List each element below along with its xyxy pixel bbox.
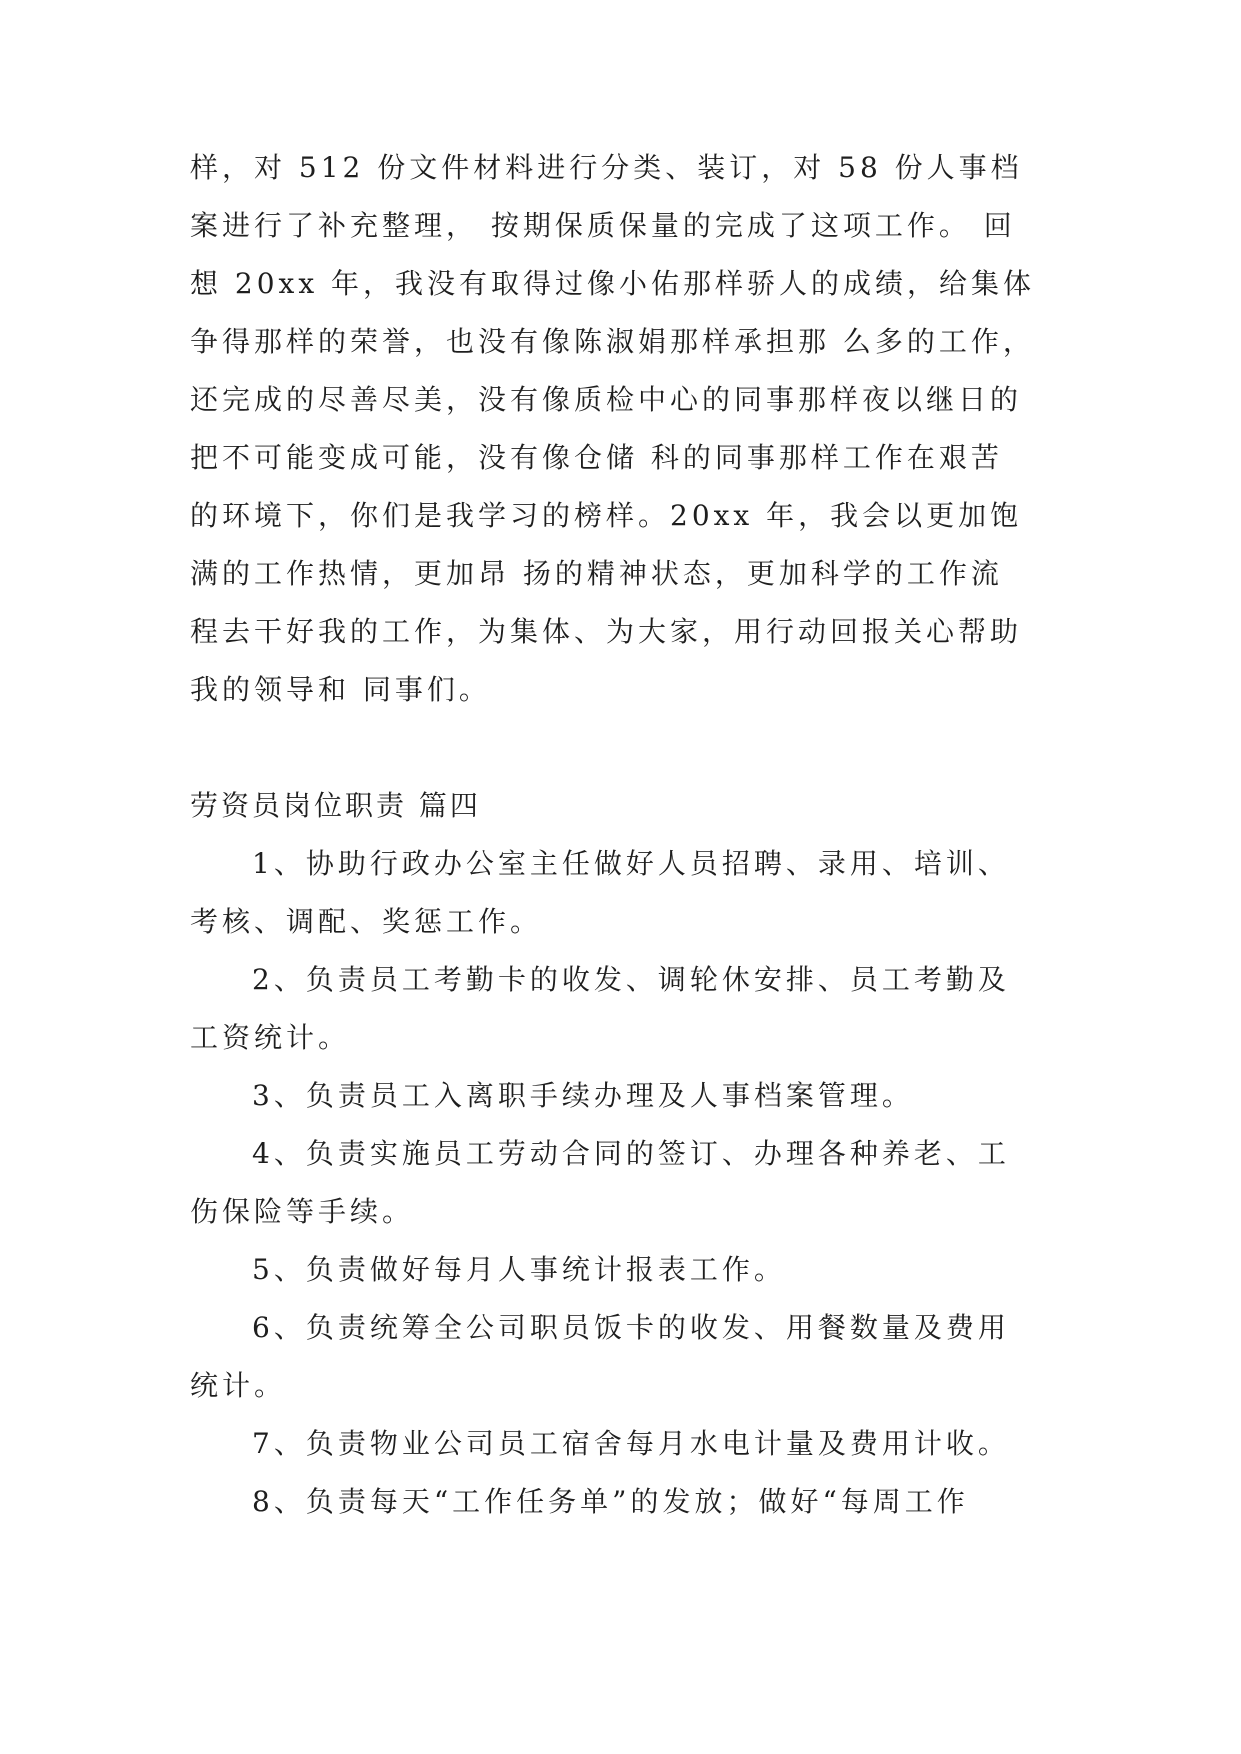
duty-line: 2、负责员工考勤卡的收发、调轮休安排、员工考勤及 bbox=[252, 963, 1010, 996]
duty-line: 7、负责物业公司员工宿舍每月水电计量及费用计收。 bbox=[252, 1427, 1010, 1460]
duty-line: 1、协助行政办公室主任做好人员招聘、录用、培训、 bbox=[252, 847, 1010, 880]
duty-line: 5、负责做好每月人事统计报表工作。 bbox=[252, 1253, 786, 1286]
text-line: 样，对 512 份文件材料进行分类、装订，对 58 份人事档 bbox=[190, 151, 1023, 184]
duty-line: 考核、调配、奖惩工作。 bbox=[190, 905, 543, 938]
duty-line: 工资统计。 bbox=[190, 1021, 351, 1054]
duty-line: 3、负责员工入离职手续办理及人事档案管理。 bbox=[252, 1079, 914, 1112]
duty-line: 统计。 bbox=[190, 1369, 287, 1402]
text-line: 程去干好我的工作，为集体、为大家，用行动回报关心帮助 bbox=[190, 615, 1023, 648]
text-line: 还完成的尽善尽美，没有像质检中心的同事那样夜以继日的 bbox=[190, 383, 1023, 416]
section-heading: 劳资员岗位职责 篇四 bbox=[190, 789, 481, 822]
text-line: 案进行了补充整理， 按期保质保量的完成了这项工作。 回 bbox=[190, 209, 1016, 242]
text-line: 我的领导和 同事们。 bbox=[190, 673, 491, 706]
duty-line: 6、负责统筹全公司职员饭卡的收发、用餐数量及费用 bbox=[252, 1311, 1010, 1344]
duty-line: 伤保险等手续。 bbox=[190, 1195, 415, 1228]
text-line: 的环境下，你们是我学习的榜样。20xx 年，我会以更加饱 bbox=[190, 499, 1023, 532]
text-line: 争得那样的荣誉，也没有像陈淑娟那样承担那 么多的工作， bbox=[190, 325, 1035, 358]
duty-line: 8、负责每天“工作任务单”的发放；做好“每周工作 bbox=[252, 1485, 969, 1518]
text-line: 想 20xx 年，我没有取得过像小佑那样骄人的成绩，给集体 bbox=[190, 267, 1036, 300]
text-line: 满的工作热情，更加昂 扬的精神状态，更加科学的工作流 bbox=[190, 557, 1003, 590]
text-line: 把不可能变成可能，没有像仓储 科的同事那样工作在艰苦 bbox=[190, 441, 1003, 474]
duty-line: 4、负责实施员工劳动合同的签订、办理各种养老、工 bbox=[252, 1137, 1010, 1170]
